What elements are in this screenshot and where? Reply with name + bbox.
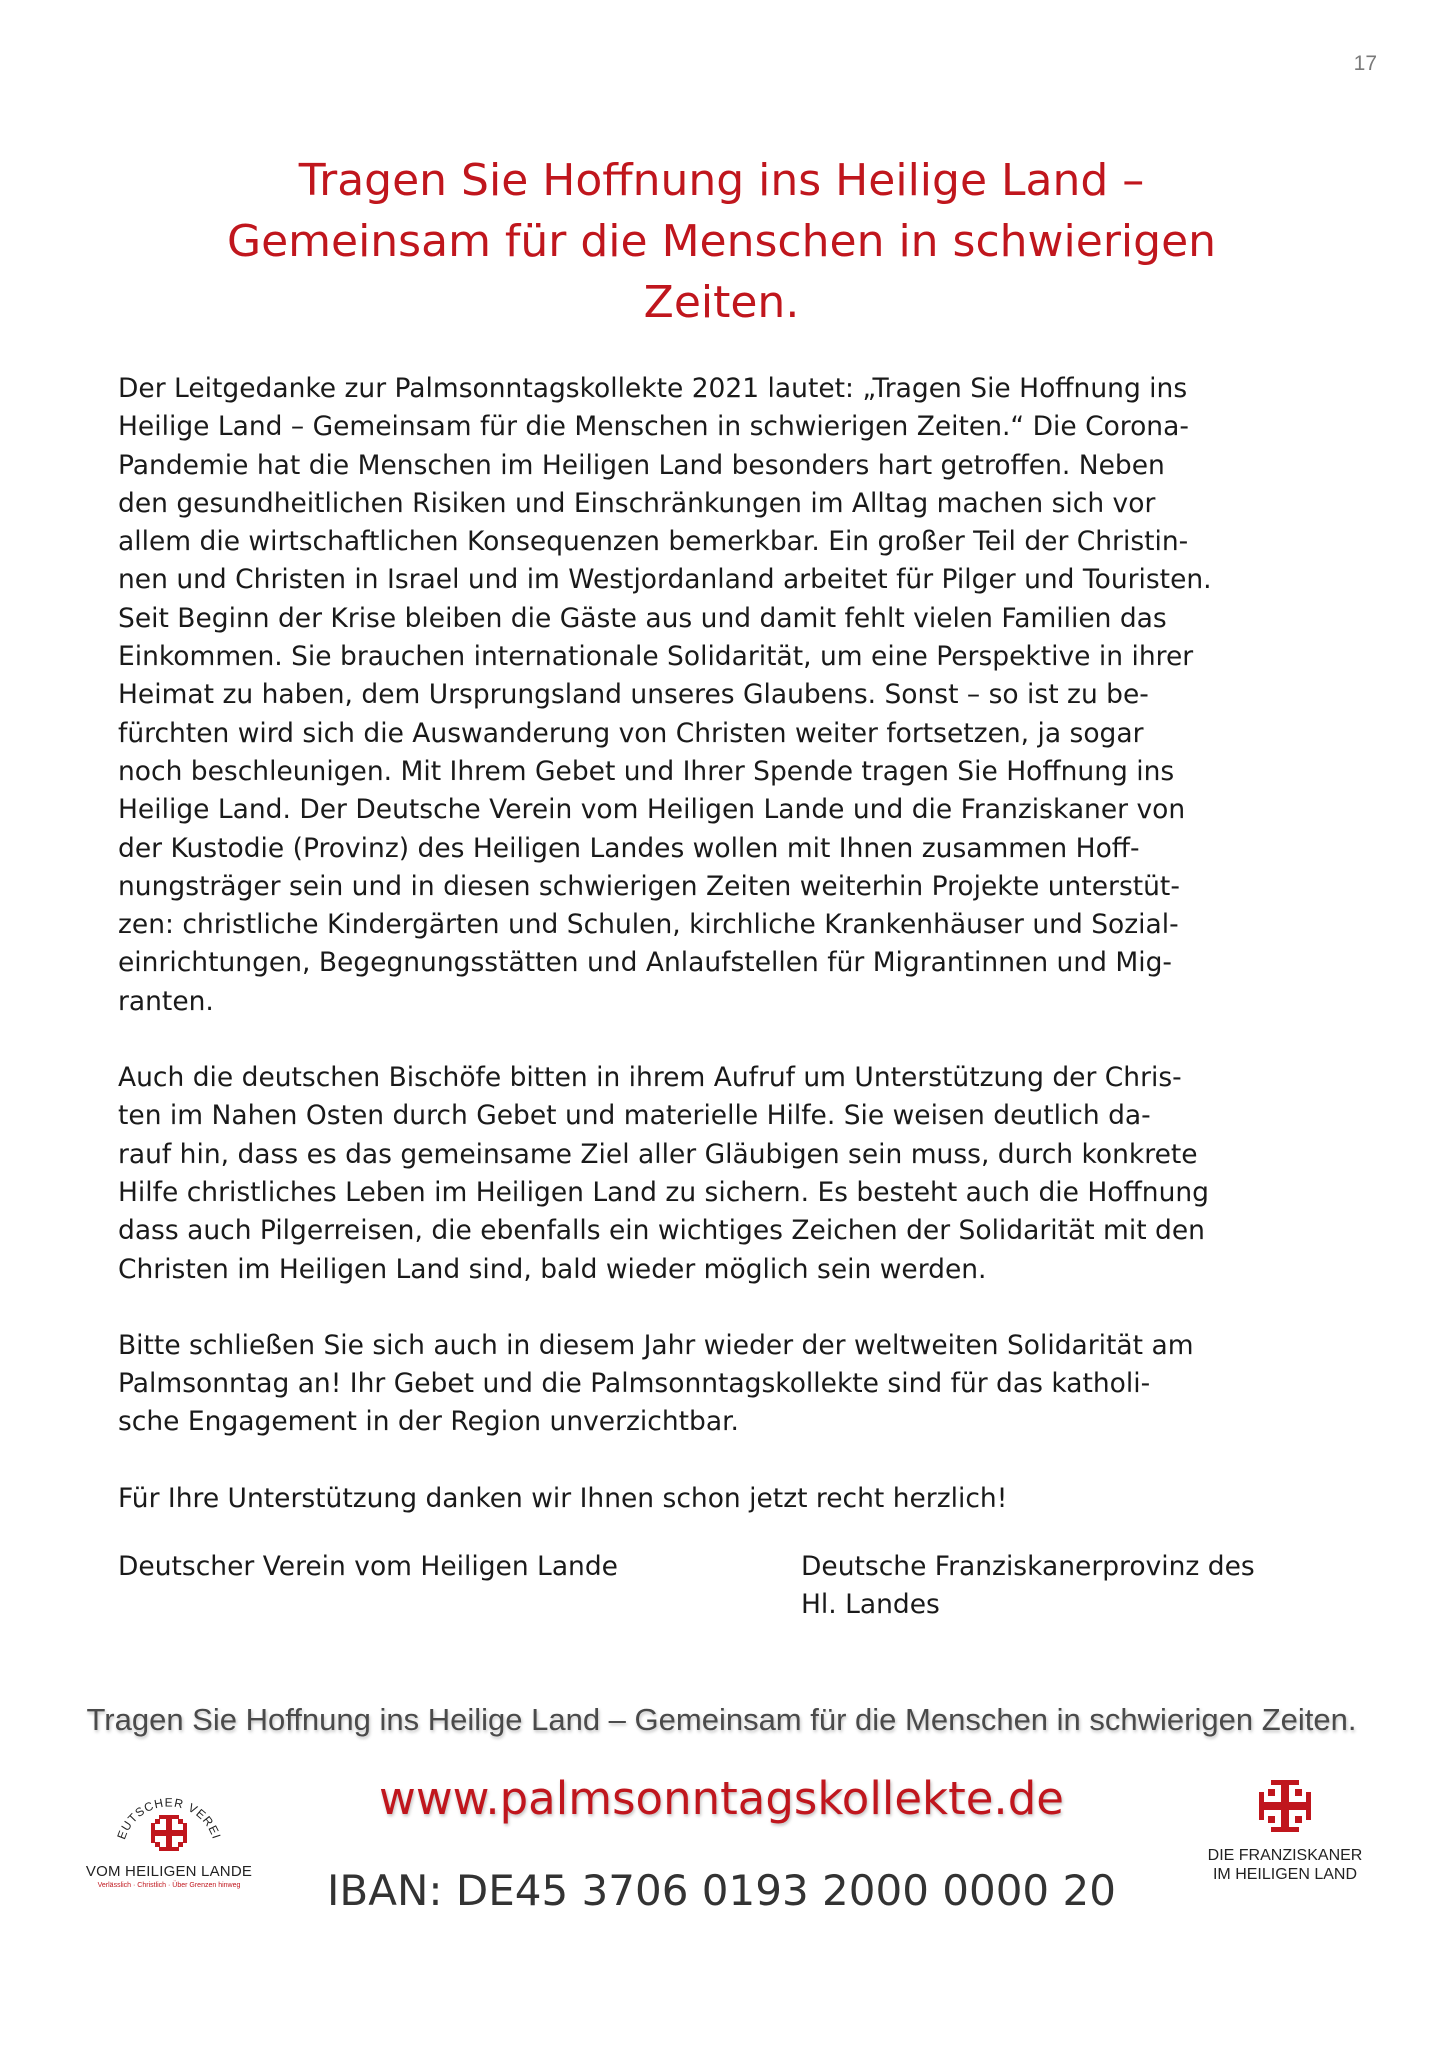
paragraph-intro: Der Leitgedanke zur Palmsonntagskollekte 2021 lautet: „Tragen Sie Hoffnung ins Heilige Land – Gemeinsam für die Menschen in schwierigen Zeiten.“ Die Corona- Pandemie hat die Menschen im Heiligen Land besonders hart getroffen. Neben den gesundheitlichen Risiken und Einschränkungen im Alltag machen sich vor allem die wirtschaftlichen Konsequenzen bemerkbar. Ein großer Teil der Christin- nen und Christen in Israel und im Westjordanland arbeitet für Pilger und Touristen. Seit Beginn der Krise bleiben die Gäste aus und damit fehlt vielen Familien das Einkommen. Sie brauchen internationale Solidarität, um eine Perspektive in ihrer Heimat zu haben, dem Ursprungsland unseres Glaubens. Sonst – so ist zu be- fürchten wird sich die Auswanderung von Christen weiter fortsetzen, ja sogar noch beschleunigen. Mit Ihrem Gebet und Ihrer Spende tragen Sie Hoffnung ins Heilige Land. Der Deutsche Verein vom Heiligen Lande und die Franziskaner von der Kustodie (Provinz) des Heiligen Landes wollen mit Ihnen zusammen Hoff- nungsträger sein und in diesen schwierigen Zeiten weiterhin Projekte unterstüt- zen: christliche Kindergärten und Schulen, kirchliche Krankenhäuser und Sozial- einrichtungen, Begegnungsstätten und Anlaufstellen für Migrantinnen und Mig- ranten. <box>118 373 1212 1017</box>
franziskaner-logo <box>1190 1772 1380 1892</box>
paragraph-thanks: Für Ihre Unterstützung danken wir Ihnen schon jetzt recht herzlich! <box>118 1482 1008 1514</box>
deutscher-verein-logo <box>84 1765 254 1889</box>
logo-left-tagline: Verlässlich · Christlich · Über Grenzen hinweg <box>97 1882 241 1889</box>
footer-iban: IBAN: DE45 3706 0193 2000 0000 20 <box>327 1866 1116 1915</box>
paragraph-appeal: Bitte schließen Sie sich auch in diesem Jahr wieder der weltweiten Solidarität am Palmsonntag an! Ihr Gebet und die Palmsonntagskollekte sind für das katholi- sche Engagement in der Region unverzichtbar. <box>118 1329 1194 1438</box>
signature-left: Deutscher Verein vom Heiligen Lande <box>118 1551 618 1582</box>
body-text <box>118 370 1338 1556</box>
paragraph-bishops: Auch die deutschen Bischöfe bitten in ihrem Aufruf um Unterstützung der Chris- ten im Nahen Osten durch Gebet und materielle Hilfe. Sie weisen deutlich da- rauf hin, dass es das gemeinsame Ziel aller Gläubigen sein muss, durch konkrete Hilfe christliches Leben im Heiligen Land zu sichern. Es besteht auch die Hoffnung dass auch Pilgerreisen, die ebenfalls ein wichtiges Zeichen der Solidarität mit den Christen im Heiligen Land sind, bald wieder möglich sein werden. <box>118 1062 1209 1285</box>
jerusalem-cross-icon <box>1190 1772 1380 1842</box>
jerusalem-cross-icon <box>84 1765 254 1865</box>
logo-left-name: VOM HEILIGEN LANDE <box>85 1863 253 1880</box>
footer-url: www.palmsonntagskollekte.de <box>379 1772 1064 1825</box>
logo-arc-text: EUTSCHER VEREI <box>114 1795 224 1842</box>
page-number: 17 <box>1353 52 1377 75</box>
page-title: Tragen Sie Hoffnung ins Heilige Land – Gemeinsam für die Menschen in schwierigen Zeiten. <box>226 155 1217 328</box>
footer-tagline: Tragen Sie Hoffnung ins Heilige Land – Gemeinsam für die Menschen in schwierigen Zeiten. <box>86 1702 1357 1737</box>
signature-right: Deutsche Franziskanerprovinz des Hl. Landes <box>801 1551 1255 1621</box>
logo-right-name: DIE FRANZISKANER IM HEILIGEN LAND <box>1207 1847 1363 1883</box>
